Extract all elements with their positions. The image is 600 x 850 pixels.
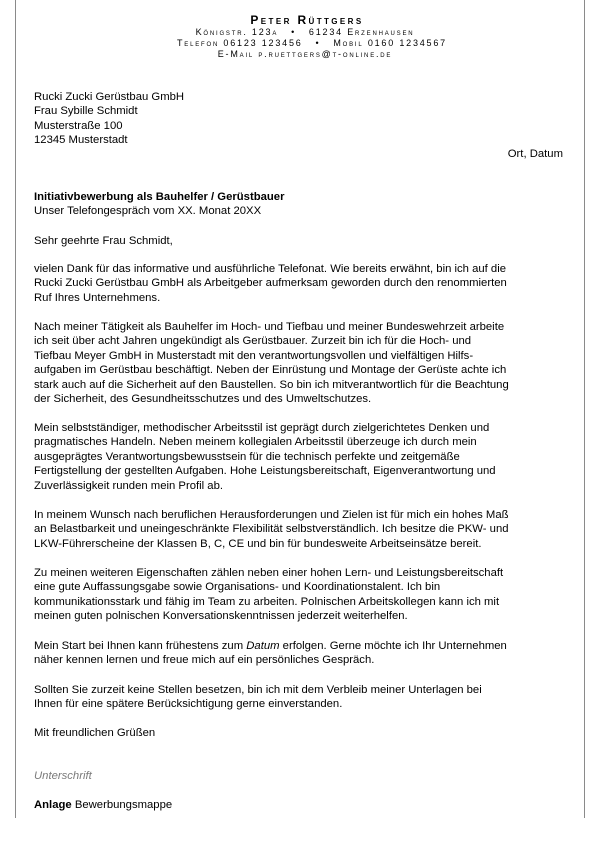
paragraph-line: meinen guten polnischen Konversationskenntnissen jederzeit weiterhelfen. — [34, 610, 408, 623]
paragraph-line: näher kennen lernen und freue mich auf ein persönliches Gespräch. — [34, 654, 375, 667]
paragraph-line: Tiefbau Meyer GmbH in Musterstadt mit den verantwortungsvollen und vielfältigen Hilfs- — [34, 349, 474, 362]
sender-email: E-Mail p.ruettgers@t-online.de — [217, 49, 393, 59]
paragraph-line: In meinem Wunsch nach beruflichen Herausforderungen und Zielen ist für mich ein hohes Maß — [34, 509, 509, 521]
paragraph-line: LKW-Führerscheine der Klassen B, C, CE und bin für bundesweite Arbeitseinsätze bereit. — [34, 537, 482, 550]
paragraph-line: der Sicherheit, des Gesundheitsschutzes und des Umweltschutzes. — [34, 393, 372, 406]
sender-street: Königstr. 123a — [195, 27, 279, 37]
line-text: erfolgen. Gerne möchte ich Ihr Unternehmen — [279, 640, 507, 652]
paragraph-line — [34, 639, 566, 653]
paragraph-qualities — [34, 566, 566, 624]
attachment-label: Anlage — [34, 799, 72, 811]
paragraph-line: ich seit über acht Jahren ungekündigt als Gerüstbauer. Zurzeit bin ich für die Hoch- und — [34, 335, 472, 348]
paragraph-intro — [34, 262, 566, 305]
page-border-right — [584, 0, 585, 818]
page-border-left — [15, 0, 16, 818]
paragraph-line: Sollten Sie zurzeit keine Stellen besetzen, bin ich mit dem Verbleib meiner Unterlagen bei — [34, 684, 482, 696]
recipient-city: 12345 Musterstadt — [34, 134, 128, 147]
subject-block — [34, 190, 574, 219]
paragraph-start-date — [34, 639, 566, 668]
sender-address-line — [10, 27, 600, 38]
sender-name: Peter Rüttgers — [250, 13, 364, 27]
paragraph-line: Ruf Ihres Unternehmens. — [34, 291, 161, 304]
attachment-text: Bewerbungsmappe — [74, 799, 173, 811]
paragraph-experience — [34, 320, 566, 406]
paragraph-line: kommunikationsstark und fähig im Team zu arbeiten. Polnischen Arbeitskollegen kann ich mit — [34, 595, 500, 608]
paragraph-documents — [34, 683, 566, 712]
letterhead — [0, 13, 600, 60]
salutation: Sehr geehrte Frau Schmidt, — [34, 235, 173, 247]
sender-phone-line — [24, 38, 600, 49]
recipient-company: Rucki Zucki Gerüstbau GmbH — [34, 91, 185, 103]
sender-city: 61234 Erzenhausen — [308, 27, 415, 37]
subject-reference: Unser Telefongespräch vom XX. Monat 20XX — [34, 205, 262, 218]
paragraph-line: Ihnen für eine spätere Berücksichtigung gerne einverstanden. — [34, 698, 343, 711]
paragraph-line: eine gute Auffassungsgabe sowie Organisations- und Koordinationstalent. Ich bin — [34, 581, 441, 594]
paragraph-line: Nach meiner Tätigkeit als Bauhelfer im Hoch- und Tiefbau und meiner Bundeswehrzeit arbeite — [34, 321, 505, 333]
subject-title: Initiativbewerbung als Bauhelfer / Gerüstbauer — [34, 191, 285, 203]
place-date: Ort, Datum — [507, 148, 563, 160]
paragraph-line: pragmatisches Handeln. Neben meinem kollegialen Arbeitsstil überzeuge ich durch mein — [34, 436, 477, 449]
paragraph-work-style — [34, 421, 566, 493]
recipient-street: Musterstraße 100 — [34, 119, 123, 132]
paragraph-line: ausgeprägtes Verantwortungsbewusstsein für die technisch perfekte und zeitgemäße — [34, 450, 460, 463]
sender-mobile: Mobil 0160 1234567 — [333, 38, 447, 48]
closing: Mit freundlichen Grüßen — [34, 727, 156, 739]
recipient-contact: Frau Sybille Schmidt — [34, 105, 138, 118]
paragraph-line: an Belastbarkeit und uneingeschränkte Flexibilität selbstverständlich. Ich besitze die PKW- und — [34, 523, 509, 536]
line-text: Mein Start bei Ihnen kann frühestens zum — [34, 640, 247, 652]
paragraph-line: Zuverlässigkeit runden mein Profil ab. — [34, 479, 223, 492]
paragraph-line: Fertigstellung der gestellten Aufgaben. Hohe Leistungsbereitschaft, Eigenverantwortung und — [34, 465, 496, 478]
date-placeholder: Datum — [246, 640, 280, 652]
separator-dot: • — [315, 38, 321, 48]
paragraph-line: vielen Dank für das informative und ausführliche Telefonat. Wie bereits erwähnt, bin ich auf die — [34, 263, 507, 275]
paragraph-line: stark auch auf die Sicherheit auf den Baustellen. So bin ich mitverantwortlich für die Beachtung — [34, 378, 509, 391]
sender-phone: Telefon 06123 123456 — [177, 38, 303, 48]
paragraph-line: Mein selbstständiger, methodischer Arbeitsstil ist geprägt durch zielgerichtetes Denken und — [34, 422, 490, 434]
paragraph-line: Rucki Zucki Gerüstbau GmbH als Arbeitgeber aufmerksam geworden durch den renommierten — [34, 277, 507, 290]
paragraph-flexibility — [34, 508, 566, 551]
paragraph-line: Zu meinen weiteren Eigenschaften zählen neben einer hohen Lern- und Leistungsbereitschaft — [34, 567, 504, 579]
separator-dot: • — [291, 27, 297, 37]
paragraph-line: aufgaben im Gerüstbau beschäftigt. Neben der Einrüstung und Montage der Gerüste achte ich — [34, 364, 507, 377]
recipient-address — [34, 90, 334, 148]
signature-placeholder: Unterschrift — [34, 770, 92, 782]
attachment-line — [34, 798, 172, 812]
